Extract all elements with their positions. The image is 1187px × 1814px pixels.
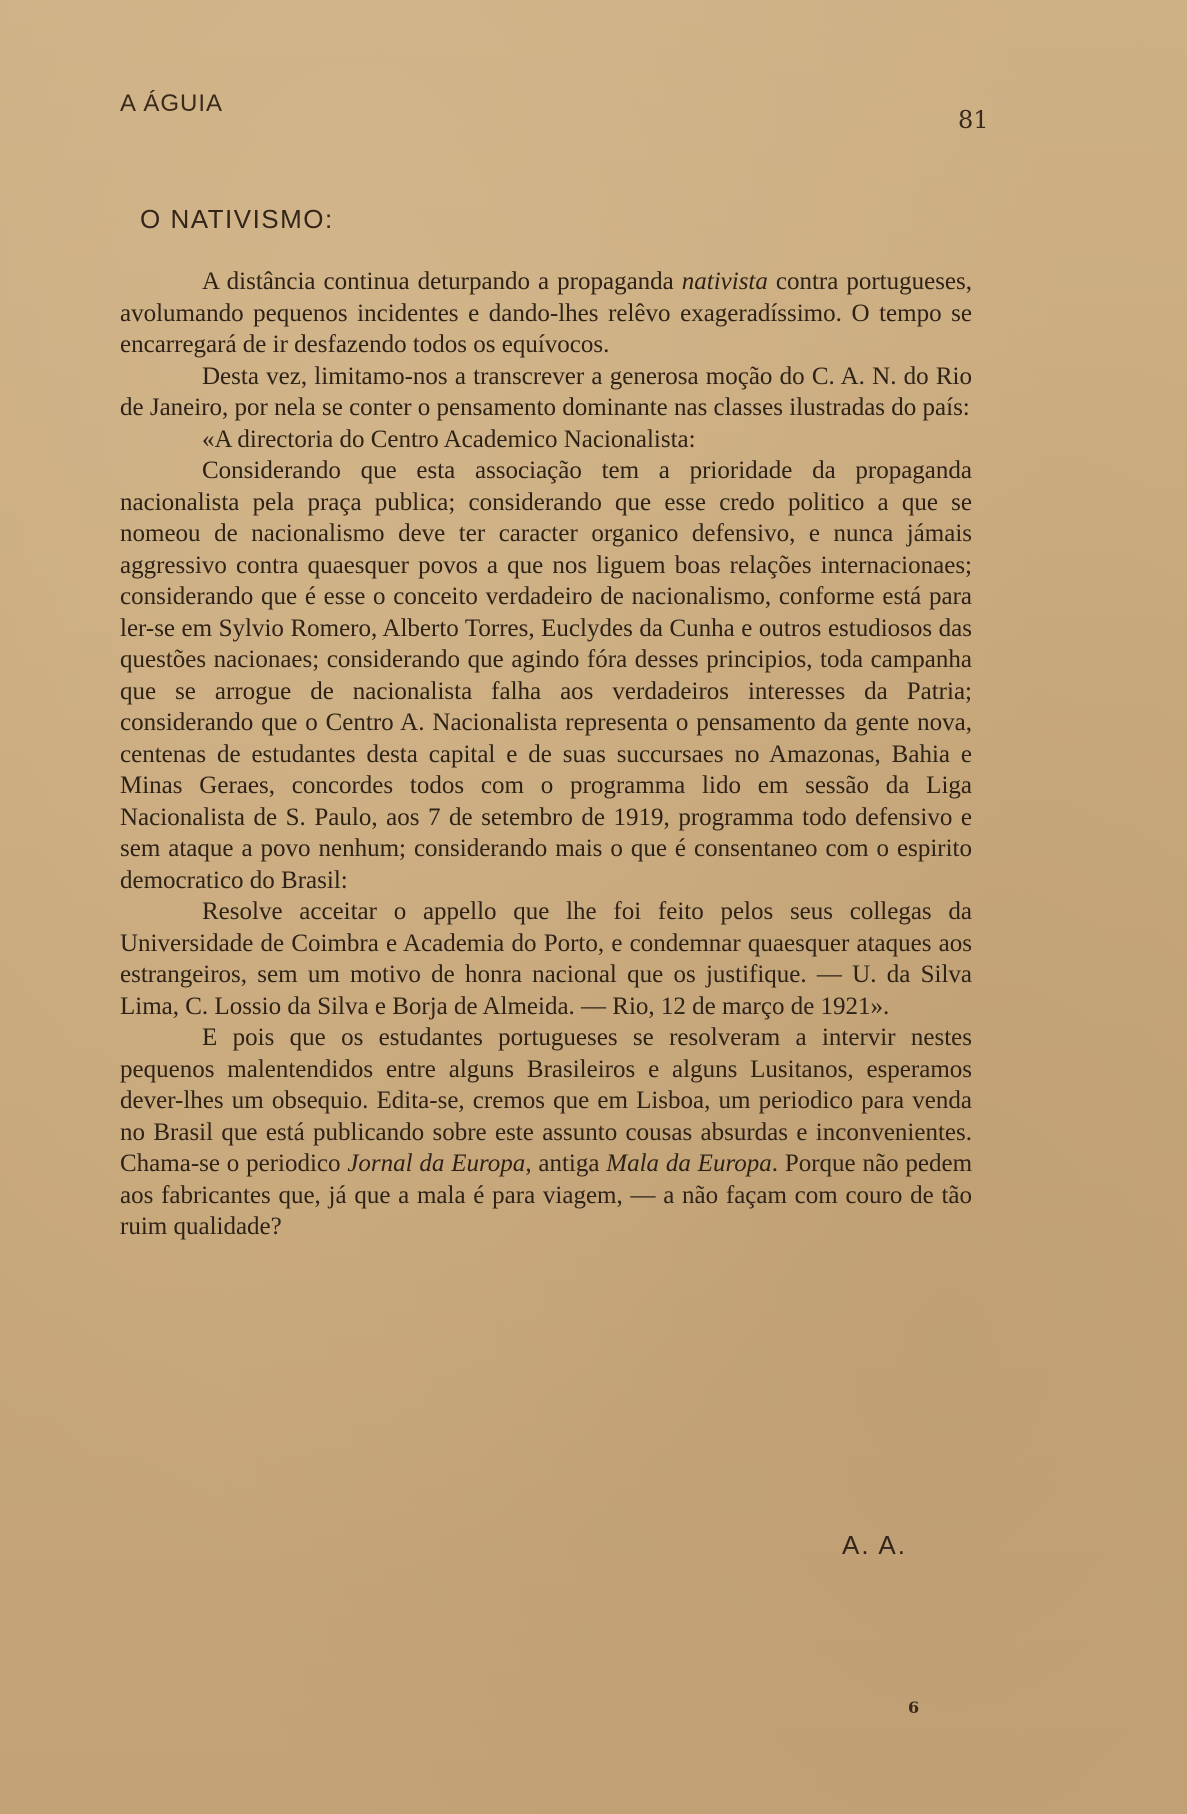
- text-run: Considerando que esta associação tem a prioridade da propaganda nacionalista pela praça publica; considerando que esse credo politico a que se nomeou de nacionalismo deve ter caracter organico defensivo, e nunca jámais aggressivo contra quaesquer povos a que nos liguem boas relações internacionaes; considerando que é esse o conceito verdadeiro de nacionalismo, conforme está para ler-se em Sylvio Romero, Alberto Torres, Euclydes da Cunha e outros estudiosos das questões nacionaes; considerando que agindo fóra desses principios, toda campanha que se arrogue de nacionalista falha aos verdadeiros interesses da Patria; considerando que o Centro A. Nacionalista representa o pensamento da gente nova, centenas de estudantes desta capital e de suas succursaes no Amazonas, Bahia e Minas Geraes, concordes todos com o programma lido em sessão da Liga Nacionalista de S. Paulo, aos 7 de setembro de 1919, programma todo defensivo e sem ataque a povo nenhum; considerando mais o que é consentaneo com o espirito democratico do Brasil:: [120, 457, 972, 894]
- sheet-signature-mark: 6: [908, 1698, 920, 1717]
- italic-text: Jornal da Europa: [347, 1150, 526, 1177]
- running-head: A ÁGUIA: [120, 90, 224, 117]
- paragraph: [120, 455, 972, 896]
- paragraph: [120, 266, 972, 361]
- paragraph: [120, 424, 972, 456]
- text-run: «A directoria do Centro Academico Nacionalista:: [202, 425, 696, 453]
- article-title: O NATIVISMO:: [140, 204, 334, 234]
- text-run: A distância continua deturpando a propaganda: [202, 268, 682, 295]
- text-run: E pois que os estudantes portugueses se resolveram a intervir nestes pequenos malentendidos entre alguns Brasileiros e alguns Lusitanos, esperamos dever-lhes um obsequio. Edita-se, cremos que em Lisboa, um periodico para venda no Brasil que está publicando sobre este assunto cousas absurdas e inconvenientes. Chama-se o periodico: [120, 1024, 972, 1177]
- article-body: [120, 266, 972, 1243]
- article-signature: A. A.: [842, 1530, 907, 1560]
- italic-text: Mala da Europa: [606, 1150, 772, 1177]
- text-run: . Porque não pedem aos fabricantes que, já que a mala é para viagem, — a não façam com couro de tão ruim qualidade?: [120, 1150, 973, 1240]
- page-number: 81: [958, 106, 989, 134]
- paragraph: [120, 361, 972, 424]
- paragraph: [120, 896, 972, 1022]
- text-run: Resolve acceitar o appello que lhe foi feito pelos seus collegas da Universidade de Coimbra e Academia do Porto, e condemnar quaesquer ataques aos estrangeiros, sem um motivo de honra nacional que os justifique. — U. da Silva Lima, C. Lossio da Silva e Borja de Almeida. — Rio, 12 de março de 1921».: [120, 898, 972, 1020]
- italic-text: nativista: [681, 268, 768, 295]
- text-run: contra portugueses, avolumando pequenos incidentes e dando-lhes relêvo exageradíssimo. O tempo se encarregará de ir desfazendo todos os equívocos.: [120, 268, 972, 358]
- text-run: Desta vez, limitamo-nos a transcrever a generosa moção do C. A. N. do Rio de Janeiro, por nela se conter o pensamento dominante nas classes ilustradas do país:: [120, 362, 972, 421]
- paragraph: [120, 1022, 972, 1243]
- text-run: , antiga: [525, 1150, 607, 1177]
